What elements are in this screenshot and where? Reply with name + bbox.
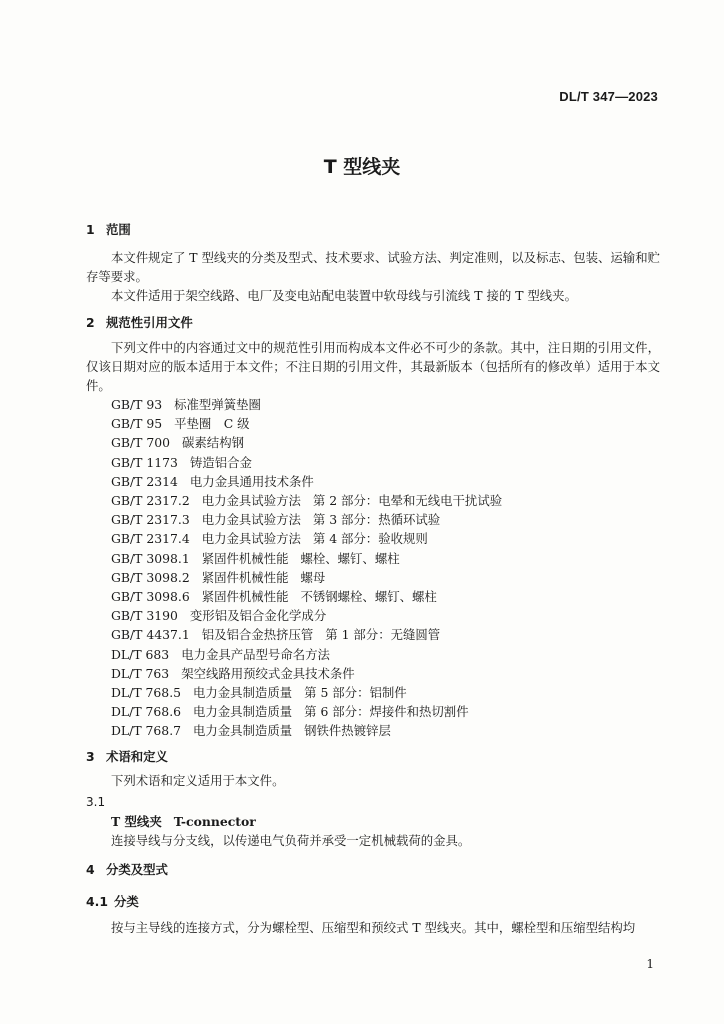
reference-title: 电力金具试验方法 xyxy=(201,493,301,509)
reference-code: GB/T 93 xyxy=(111,397,163,412)
reference-part: 钢铁件热镀锌层 xyxy=(304,723,391,739)
reference-code: DL/T 768.5 xyxy=(111,685,182,701)
reference-item xyxy=(86,472,660,491)
section-number: 3 xyxy=(86,748,95,764)
scope-paragraph-1: 本文件规定了 T 型线夹的分类及型式、技术要求、试验方法、判定准则，以及标志、包装、运输和贮存等要求。 xyxy=(86,250,660,284)
subsection-number: 4.1 xyxy=(86,893,108,909)
document-body xyxy=(86,220,660,937)
section-2-heading xyxy=(86,313,660,333)
reference-code: DL/T 768.7 xyxy=(111,723,182,739)
reference-code: GB/T 3098.2 xyxy=(111,569,190,585)
reference-list xyxy=(86,395,660,741)
reference-item xyxy=(86,721,660,740)
reference-title: 平垫圈 C 级 xyxy=(174,416,250,432)
reference-item xyxy=(86,625,660,644)
reference-code: GB/T 3098.1 xyxy=(111,550,190,566)
reference-item xyxy=(86,587,660,606)
term-name xyxy=(86,812,660,831)
reference-title: 紧固件机械性能 xyxy=(201,589,289,605)
section-title: 分类及型式 xyxy=(106,861,168,877)
reference-part: 第 1 部分：无缝圆管 xyxy=(325,627,441,643)
reference-item xyxy=(86,529,660,548)
section-number: 1 xyxy=(86,222,95,237)
reference-item xyxy=(86,395,660,414)
reference-code: GB/T 3190 xyxy=(111,608,178,624)
terms-intro: 下列术语和定义适用于本文件。 xyxy=(111,772,285,788)
reference-part: 第 6 部分：焊接件和热切割件 xyxy=(304,704,469,720)
section-number: 2 xyxy=(86,315,95,330)
reference-code: GB/T 2317.2 xyxy=(111,493,190,509)
reference-part: 不锈钢螺栓、螺钉、螺柱 xyxy=(300,589,437,605)
reference-title: 铝及铝合金热挤压管 xyxy=(201,627,314,643)
reference-code: GB/T 4437.1 xyxy=(111,627,190,643)
reference-title: 紧固件机械性能 xyxy=(201,569,289,585)
reference-part: 螺母 xyxy=(300,569,326,585)
reference-code: GB/T 700 xyxy=(111,435,171,451)
term-definition: 连接导线与分支线，以传递电气负荷并承受一定机械载荷的金具。 xyxy=(111,832,471,848)
reference-title: 标准型弹簧垫圈 xyxy=(174,397,261,412)
reference-code: DL/T 763 xyxy=(111,665,170,681)
reference-item xyxy=(86,645,660,664)
reference-part: 第 3 部分：热循环试验 xyxy=(312,512,441,528)
reference-code: DL/T 683 xyxy=(111,646,170,662)
reference-item xyxy=(86,433,660,452)
page-number: 1 xyxy=(646,957,654,971)
reference-title: 电力金具试验方法 xyxy=(201,512,301,528)
reference-item xyxy=(86,606,660,625)
references-intro: 下列文件中的内容通过文中的规范性引用而构成本文件必不可少的条款。其中，注日期的引用文件，仅该日期对应的版本适用于本文件；不注日期的引用文件，其最新版本（包括所有的修改单）适用于本文件。 xyxy=(86,340,660,393)
term-english: T-connector xyxy=(173,813,256,829)
reference-title: 碳素结构钢 xyxy=(182,435,244,451)
reference-title: 电力金具制造质量 xyxy=(193,685,293,701)
reference-title: 电力金具制造质量 xyxy=(193,723,293,739)
section-3-heading xyxy=(86,747,660,767)
reference-item xyxy=(86,414,660,433)
reference-code: GB/T 2314 xyxy=(111,473,178,489)
subsection-title: 分类 xyxy=(114,893,139,909)
reference-item xyxy=(86,683,660,702)
reference-title: 电力金具制造质量 xyxy=(193,704,293,720)
reference-code: DL/T 768.6 xyxy=(111,704,182,720)
term-chinese: T 型线夹 xyxy=(111,813,162,829)
reference-item xyxy=(86,568,660,587)
section-title: 术语和定义 xyxy=(106,748,168,764)
reference-title: 变形铝及铝合金化学成分 xyxy=(189,608,327,624)
reference-code: GB/T 2317.4 xyxy=(111,531,190,547)
reference-item xyxy=(86,491,660,510)
section-title: 规范性引用文件 xyxy=(106,315,193,330)
reference-title: 架空线路用预绞式金具技术条件 xyxy=(181,665,355,681)
reference-code: GB/T 2317.3 xyxy=(111,512,190,528)
section-4-heading xyxy=(86,860,660,880)
reference-title: 紧固件机械性能 xyxy=(201,550,289,566)
reference-item xyxy=(86,510,660,529)
reference-title: 电力金具产品型号命名方法 xyxy=(181,646,330,662)
reference-title: 电力金具通用技术条件 xyxy=(189,473,314,489)
reference-title: 铸造铝合金 xyxy=(189,454,252,470)
reference-item xyxy=(86,549,660,568)
reference-part: 螺栓、螺钉、螺柱 xyxy=(300,550,400,566)
reference-item xyxy=(86,664,660,683)
section-1-heading xyxy=(86,220,660,240)
document-title: T 型线夹 xyxy=(323,156,401,178)
reference-item xyxy=(86,453,660,472)
reference-item xyxy=(86,702,660,721)
reference-part: 第 5 部分：铝制件 xyxy=(304,685,407,701)
reference-code: GB/T 95 xyxy=(111,416,163,432)
reference-code: GB/T 3098.6 xyxy=(111,589,190,605)
standard-code: DL/T 347—2023 xyxy=(559,89,658,104)
reference-part: 第 4 部分：验收规则 xyxy=(312,531,428,547)
section-title: 范围 xyxy=(106,222,131,237)
classification-paragraph: 按与主导线的连接方式，分为螺栓型、压缩型和预绞式 T 型线夹。其中，螺栓型和压缩型结构均 xyxy=(111,919,636,935)
reference-title: 电力金具试验方法 xyxy=(201,531,301,547)
subsection-4-1-heading xyxy=(86,892,660,912)
section-number: 4 xyxy=(86,861,95,877)
reference-part: 第 2 部分：电晕和无线电干扰试验 xyxy=(312,493,503,509)
scope-paragraph-2: 本文件适用于架空线路、电厂及变电站配电装置中软母线与引流线 T 接的 T 型线夹。 xyxy=(111,288,577,303)
term-number: 3.1 xyxy=(86,794,106,809)
reference-code: GB/T 1173 xyxy=(111,454,178,470)
